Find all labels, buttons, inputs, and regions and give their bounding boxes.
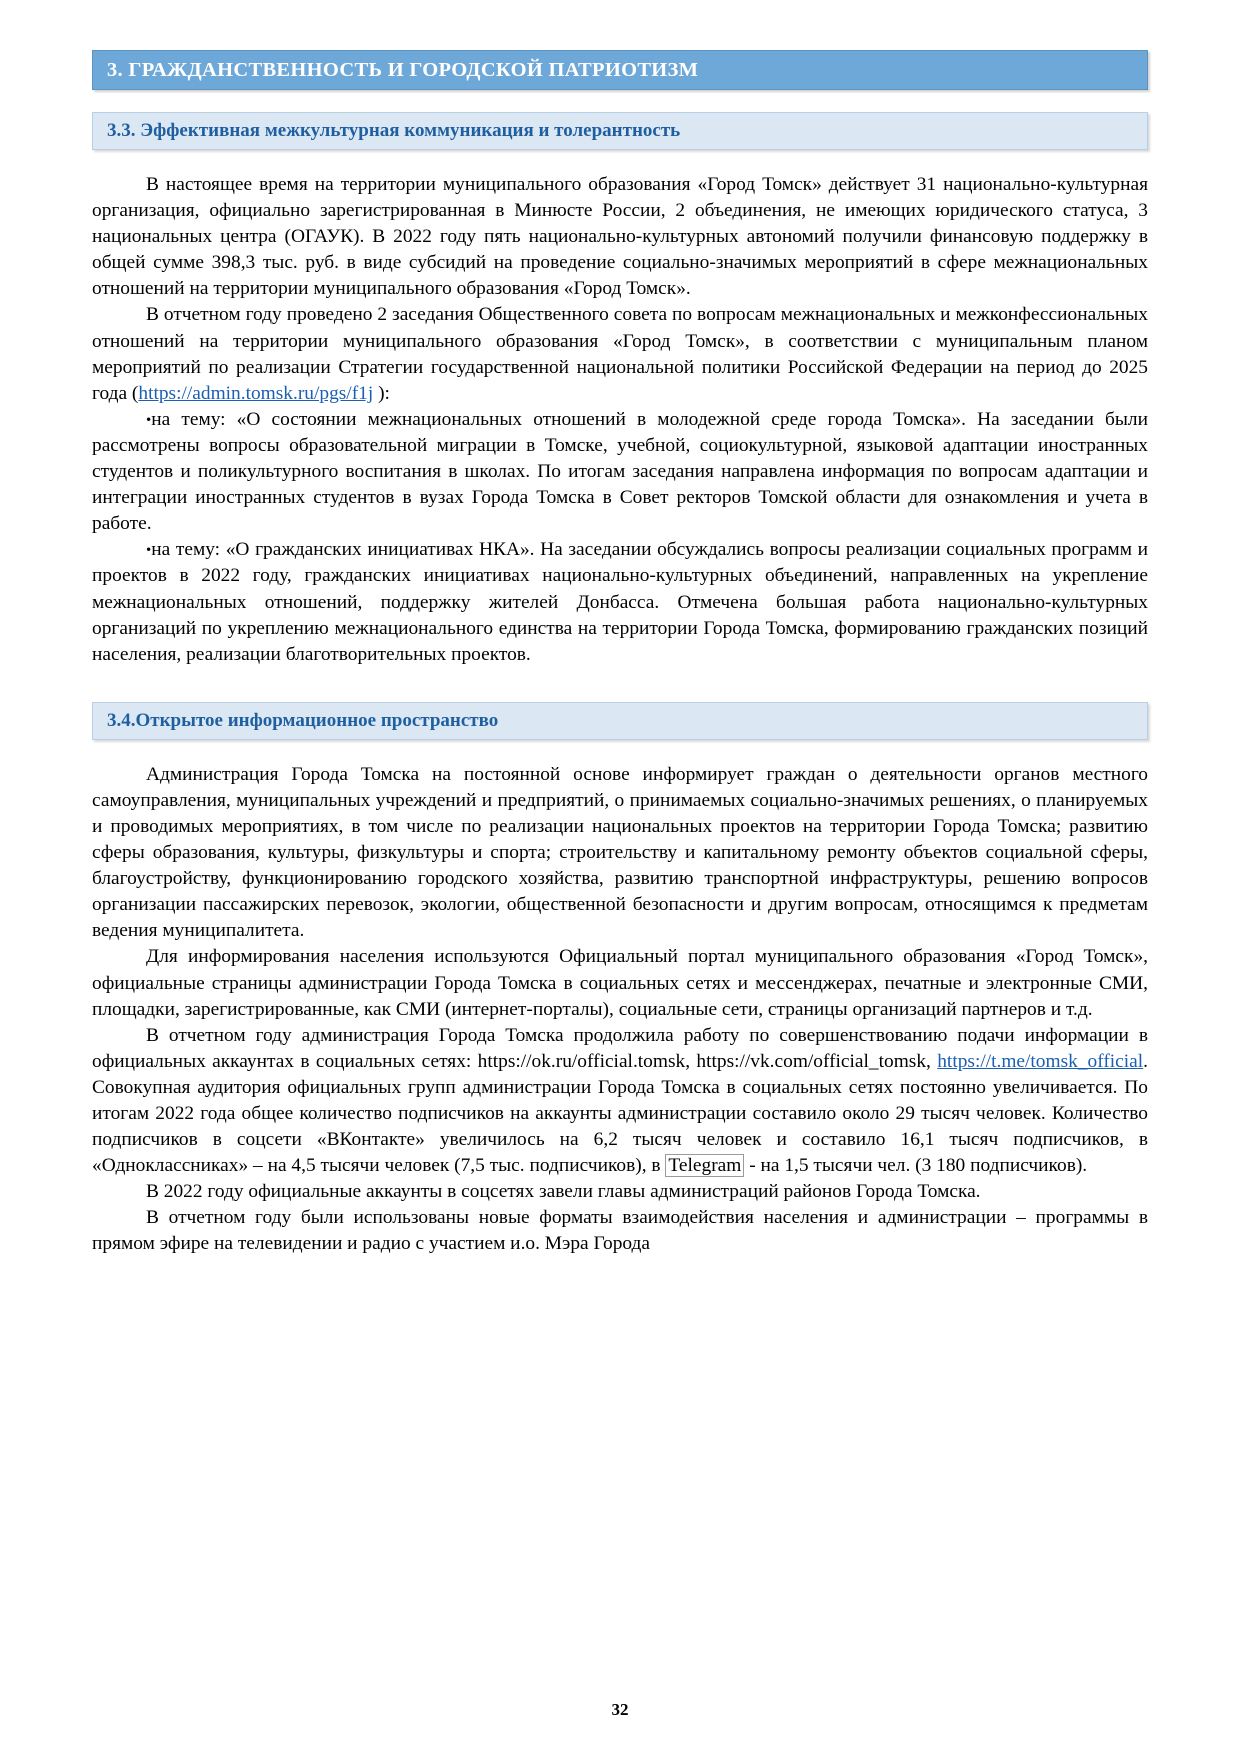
bullet-icon: •: [146, 542, 152, 559]
section-heading-text-3-3: 3.3. Эффективная межкультурная коммуникация и толерантность: [107, 120, 681, 141]
page-number: 32: [611, 1700, 629, 1719]
vk-link-text[interactable]: https://vk.com/official_tomsk: [696, 1050, 927, 1072]
chapter-heading-bar: [92, 50, 1148, 90]
paragraph-3-3-2-tail: ):: [373, 382, 390, 404]
social-separator-2: ,: [926, 1050, 938, 1072]
paragraph-3-3-2-text: В отчетном году проведено 2 заседания Общественного совета по вопросам межнациональных и межконфессиональных отношений на территории муниципального образования «Город Томск», в соответствии с муниципальным планом мероприятий по реализации Стратегии государственной национальной политики Российской Федерации на период до 2025 года (: [92, 304, 1148, 404]
paragraph-social-post: . Совокупная аудитория официальных групп администрации Города Томска в социальных сетях постоянно увеличивается. По итогам 2022 года общее количество подписчиков на аккаунты администрации составило около 29 тысяч человек. Количество подписчиков в соцсети «ВКонтакте» увеличилось на 6,2 тысяч человек и составило 16,1 тысяч подписчиков, в «Одноклассниках» – на 4,5 тысячи человек (7,5 тыс. подписчиков), в: [92, 1050, 1149, 1177]
paragraph-3-4-formats: В отчетном году были использованы новые форматы взаимодействия населения и администрации – программы в прямом эфире на телевидении и радио с участием и.о. Мэра Города: [92, 1207, 1148, 1255]
ok-link-text[interactable]: https://ok.ru/official.tomsk: [477, 1050, 686, 1072]
bullet-item-2: [92, 537, 1148, 667]
paragraph-3-4-1: Администрация Города Томска на постоянной основе информирует граждан о деятельности органов местного самоуправления, муниципальных учреждений и предприятий, о принимаемых социально-значимых решениях, о планируемых и проводимых мероприятиях, в том числе по реализации национальных проектов на территории Города Томска; развитию сферы образования, культуры, физкультуры и спорта; строительству и капитальному ремонту объектов социальной сферы, благоустройству, функционированию городского хозяйства, развитию транспортной инфраструктуры, решению вопросов организации пассажирских перевозок, экологии, общественной безопасности и другим вопросам, относящимся к предметам ведения муниципалитета.: [92, 763, 1148, 942]
telegram-boxed-label: Telegram: [665, 1154, 744, 1177]
admin-portal-link[interactable]: https://admin.tomsk.ru/pgs/f1j: [138, 382, 374, 404]
bullet-item-1: [92, 407, 1148, 537]
bullet-item-2-text: на тему: «О гражданских инициативах НКА». На заседании обсуждались вопросы реализации социальных программ и проектов в 2022 году, гражданских инициативах национально-культурных объединений, направленных на укрепление межнациональных отношений, поддержку жителей Донбасса. Отмечена большая работа национально-культурных организаций по укреплению межнационального единства на территории Города Томска, формированию гражданских позиций населения, реализации благотворительных проектов.: [92, 539, 1148, 665]
section-heading-text-3-4: 3.4.Открытое информационное пространство: [107, 709, 499, 731]
social-separator: ,: [685, 1050, 697, 1072]
paragraph-social-end: - на 1,5 тысячи чел. (3 180 подписчиков).: [744, 1155, 1088, 1177]
paragraph-3-4-2: Для информирования населения используются Официальный портал муниципального образования «Город Томск», официальные страницы администрации Города Томска в социальных сетях и мессенджерах, печатные и электронные СМИ, площадки, зарегистрированные, как СМИ (интернет-порталы), социальные сети, страницы организаций партнеров и т.д.: [92, 946, 1148, 1020]
paragraph-social-pre: В отчетном году администрация Города Томска продолжила работу по совершенствованию подачи информации в официальных аккаунтах в социальных сетях:: [92, 1024, 1148, 1072]
telegram-link[interactable]: https://t.me/tomsk_official: [937, 1050, 1144, 1072]
chapter-heading-text: 3. ГРАЖДАНСТВЕННОСТЬ И ГОРОДСКОЙ ПАТРИОТИЗМ: [107, 58, 699, 81]
section-heading-bar-3-3: [92, 112, 1148, 150]
bullet-item-1-text: на тему: «О состоянии межнациональных отношений в молодежной среде города Томска». На заседании были рассмотрены вопросы образовательной миграции в Томске, учебной, социокультурной, языковой адаптации иностранных студентов и поликультурного воспитания в школах. По итогам заседания направлена информация по вопросам адаптации и интеграции иностранных студентов в вузах Города Томска в Совет ректоров Томской области для ознакомления и учета в работе.: [92, 408, 1148, 535]
paragraph-3-3-1: В настоящее время на территории муниципального образования «Город Томск» действует 31 национально-культурная организация, официально зарегистрированная в Минюсте России, 2 объединения, не имеющих юридического статуса, 3 национальных центра (ОГАУК). В 2022 году пять национально-культурных автономий получили финансовую поддержку в общей сумме 398,3 тыс. руб. в виде субсидий на проведение социально-значимых мероприятий в сфере межнациональных отношений на территории муниципального образования «Город Томск».: [92, 174, 1148, 300]
bullet-icon: •: [146, 412, 152, 429]
section-heading-bar-3-4: [92, 702, 1148, 740]
paragraph-3-4-social: [92, 1023, 1148, 1180]
paragraph-3-4-accounts: В 2022 году официальные аккаунты в соцсетях завели главы администраций районов Города Томска.: [146, 1181, 981, 1203]
paragraph-3-3-2: [92, 302, 1148, 406]
